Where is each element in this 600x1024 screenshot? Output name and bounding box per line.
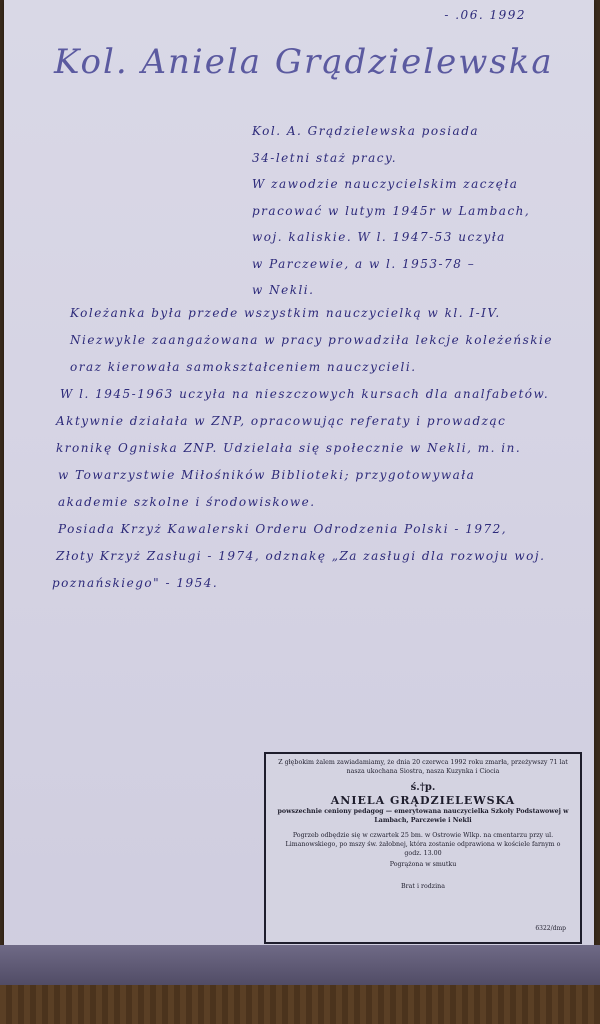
text-line: Aktywnie działała w ZNP, opracowując referaty i prowadząc (56, 414, 507, 428)
document-page (4, 0, 594, 985)
obituary-signature: Brat i rodzina (401, 883, 445, 890)
text-line: Koleżanka była przede wszystkim nauczycielką w kl. I-IV. (70, 306, 501, 320)
obituary-description: powszechnie ceniony pedagog — emerytowana nauczycielka Szkoły Podstawowej w Lambach, Parczewie i Nekli (277, 808, 569, 824)
obituary-notice (264, 752, 582, 944)
text-line: Posiada Krzyż Kawalerski Orderu Odrodzenia Polski - 1972, (58, 522, 508, 536)
intro-paragraph (252, 118, 582, 304)
text-line: w Nekli. (252, 283, 315, 297)
obituary-intro: Z głębokim żalem zawiadamiamy, że dnia 20 czerwca 1992 roku zmarła, przeżywszy 71 lat nasza ukochana Siostra, nasza Kuzynka i Ciocia (278, 759, 568, 775)
document-date: - .06. 1992 (444, 8, 526, 22)
body-paragraphs (52, 300, 592, 597)
text-line: 34-letni staż pracy. (252, 150, 398, 165)
obituary-ending: Pogrążona w smutku (389, 861, 457, 868)
obituary-name: ANIELA GRĄDZIELEWSKA (330, 794, 516, 807)
page-underlay (0, 945, 600, 985)
text-line: kronikę Ogniska ZNP. Udzielała się społecznie w Nekli, m. in. (56, 441, 522, 455)
obituary-funeral: Pogrzeb odbędzie się w czwartek 25 bm. w Ostrowie Wlkp. na cmentarzu przy ul. Limanowskiego, po mszy św. żałobnej, która zostanie odprawiona w kościele farnym o godz. 13.00 (285, 832, 561, 857)
text-line: w Towarzystwie Miłośników Biblioteki; przygotowywała (58, 468, 476, 482)
text-line: oraz kierowała samokształceniem nauczycieli. (70, 360, 417, 374)
text-line: Niezwykle zaangażowana w pracy prowadziła lekcje koleżeńskie (70, 333, 553, 347)
text-line: poznańskiego" - 1954. (52, 576, 219, 590)
obituary-code: 6322/dmp (535, 925, 566, 932)
text-line: akademie szkolne i środowiskowe. (58, 495, 316, 509)
text-line: Kol. A. Grądzielewska posiada (252, 124, 480, 138)
text-line: w Parczewie, a w l. 1953-78 – (252, 256, 476, 271)
text-line: W zawodzie nauczycielskim zaczęła (252, 177, 519, 191)
table-surface (0, 985, 600, 1024)
text-line: pracować w lutym 1945r w Lambach, (252, 203, 531, 218)
obituary-cross: ś.†p. (410, 782, 436, 793)
text-line: Złoty Krzyż Zasługi - 1974, odznakę „Za zasługi dla rozwoju woj. (56, 549, 546, 563)
text-line: W l. 1945-1963 uczyła na nieszczowych kursach dla analfabetów. (60, 387, 550, 401)
page-title: Kol. Aniela Grądzielewska (54, 42, 554, 82)
text-line: woj. kaliskie. W l. 1947-53 uczyła (252, 230, 506, 244)
